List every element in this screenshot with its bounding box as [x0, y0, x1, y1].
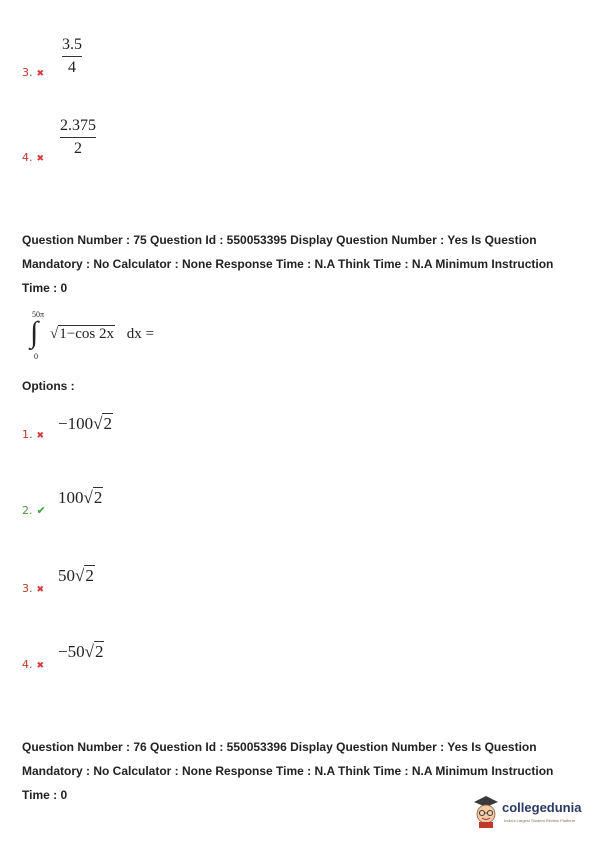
option-number: 4. ✖ [22, 151, 45, 164]
numerator: 3.5 [62, 36, 82, 53]
logo-tagline: India's Largest Student Review Platform [504, 818, 576, 823]
fraction [62, 36, 82, 77]
sqrt-icon: √ [83, 488, 93, 507]
mascot-icon [472, 794, 500, 828]
wrong-icon: ✖ [36, 585, 45, 595]
option-value: −50√2 [58, 642, 104, 661]
denominator: 4 [68, 59, 76, 76]
options-label: Options : [22, 379, 75, 393]
sqrt-icon: √ [93, 414, 103, 433]
denominator: 2 [74, 140, 82, 157]
option-value: −100√2 [58, 414, 112, 433]
option-value: 100√2 [58, 488, 103, 507]
logo-name: collegedunia [502, 800, 582, 815]
fraction [60, 117, 96, 158]
question-76-info: Question Number : 76 Question Id : 550053396 Display Question Number : Yes Is Question Mandatory : No Calculator : None Response Time : N.A Think Time : N.A Minimum Instruction Time : 0 [22, 740, 554, 802]
option-number: 1. ✖ [22, 428, 45, 441]
check-icon: ✔ [36, 504, 46, 517]
wrong-icon: ✖ [36, 154, 45, 164]
sqrt-icon: √ [75, 566, 85, 585]
option-number: 3. ✖ [22, 66, 45, 79]
wrong-icon: ✖ [36, 69, 45, 79]
option-number: 4. ✖ [22, 658, 45, 671]
sqrt-icon: √ [50, 326, 59, 342]
option-value: 50√2 [58, 566, 94, 585]
option-number: 2. ✔ [22, 504, 46, 517]
sqrt-icon: √ [84, 642, 94, 661]
collegedunia-logo [472, 794, 590, 830]
integrand: √1−cos 2x dx = [50, 326, 154, 342]
numerator: 2.375 [60, 117, 96, 134]
integral-upper-limit: 50π [32, 310, 45, 319]
integral-expression [28, 310, 228, 362]
wrong-icon: ✖ [36, 431, 45, 441]
question-75-info: Question Number : 75 Question Id : 550053395 Display Question Number : Yes Is Question Mandatory : No Calculator : None Response Time : N.A Think Time : N.A Minimum Instruction Time : 0 [22, 233, 554, 295]
integral-sign: ∫ [30, 316, 39, 349]
integral-lower-limit: 0 [34, 352, 38, 361]
option-number: 3. ✖ [22, 582, 45, 595]
wrong-icon: ✖ [36, 661, 45, 671]
